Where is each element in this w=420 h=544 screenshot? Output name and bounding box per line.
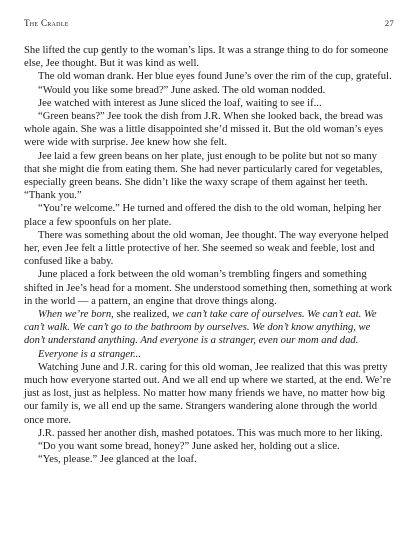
paragraph: Watching June and J.R. caring for this old woman, Jee realized that this was pretty much how everyone started out. And we all end up where we started, at the end. We’re just as lost, just as helpless. No matter how many friends we have, no matter how big our family is, we all end up the same. Strangers wandering alone through the world once more. bbox=[24, 361, 391, 426]
body-text bbox=[24, 44, 394, 467]
paragraph: Jee watched with interest as June sliced the loaf, waiting to see if... bbox=[38, 97, 322, 109]
roman-text: she realized, bbox=[113, 309, 173, 321]
paragraph: The old woman drank. Her blue eyes found June’s over the rim of the cup, grateful. bbox=[38, 71, 392, 83]
paragraph: “Do you want some bread, honey?” June asked her, holding out a slice. bbox=[38, 441, 340, 453]
paragraph: “You’re welcome.” He turned and offered the dish to the old woman, helping her place a few spoonfuls on her plate. bbox=[24, 203, 382, 228]
paragraph: “Green beans?” Jee took the dish from J.R. When she looked back, the bread was whole again. She was a little disappointed she’d missed it. But the old woman’s eyes were wide with surprise. Jee knew how she felt. bbox=[24, 111, 383, 149]
italic-paragraph bbox=[24, 308, 394, 348]
paragraph: “Would you like some bread?” June asked. The old woman nodded. bbox=[38, 84, 326, 96]
paragraph: June placed a fork between the old woman’s trembling fingers and something shifted in Jee’s head for a moment. She understood something then, something at work in the world — a pattern, an engine that drove things along. bbox=[24, 269, 393, 307]
italic-line: Everyone is a stranger... bbox=[38, 348, 141, 360]
paragraph: She lifted the cup gently to the woman’s lips. It was a strange thing to do for someone else, Jee thought. But it was kind as well. bbox=[24, 45, 389, 70]
page-header bbox=[24, 18, 394, 28]
italic-text: When we’re born, bbox=[38, 309, 114, 321]
running-title: The Cradle bbox=[24, 18, 69, 28]
paragraph: There was something about the old woman, Jee thought. The way everyone helped her, even Jee felt a little protective of her. She seemed so weak and feeble, lost and confused like a baby. bbox=[24, 229, 389, 268]
paragraph: J.R. passed her another dish, mashed potatoes. This was much more to her liking. bbox=[38, 427, 383, 439]
italic-text: we can’t take care of ourselves. We can’t eat. We can’t walk. We can’t go to the bathroom by ourselves. We don’t know anything, we don’t understand anything. And everyone is a stranger, even our mom and dad. bbox=[24, 309, 377, 347]
page-number: 27 bbox=[384, 18, 394, 28]
paragraph: “Yes, please.” Jee glanced at the loaf. bbox=[38, 454, 197, 466]
paragraph: Jee laid a few green beans on her plate, just enough to be polite but not so many that she might die from eating them. She had never particularly cared for vegetables, especially green beans. She didn’t like the waxy scrape of them against her teeth. “Thank you.” bbox=[24, 150, 383, 202]
